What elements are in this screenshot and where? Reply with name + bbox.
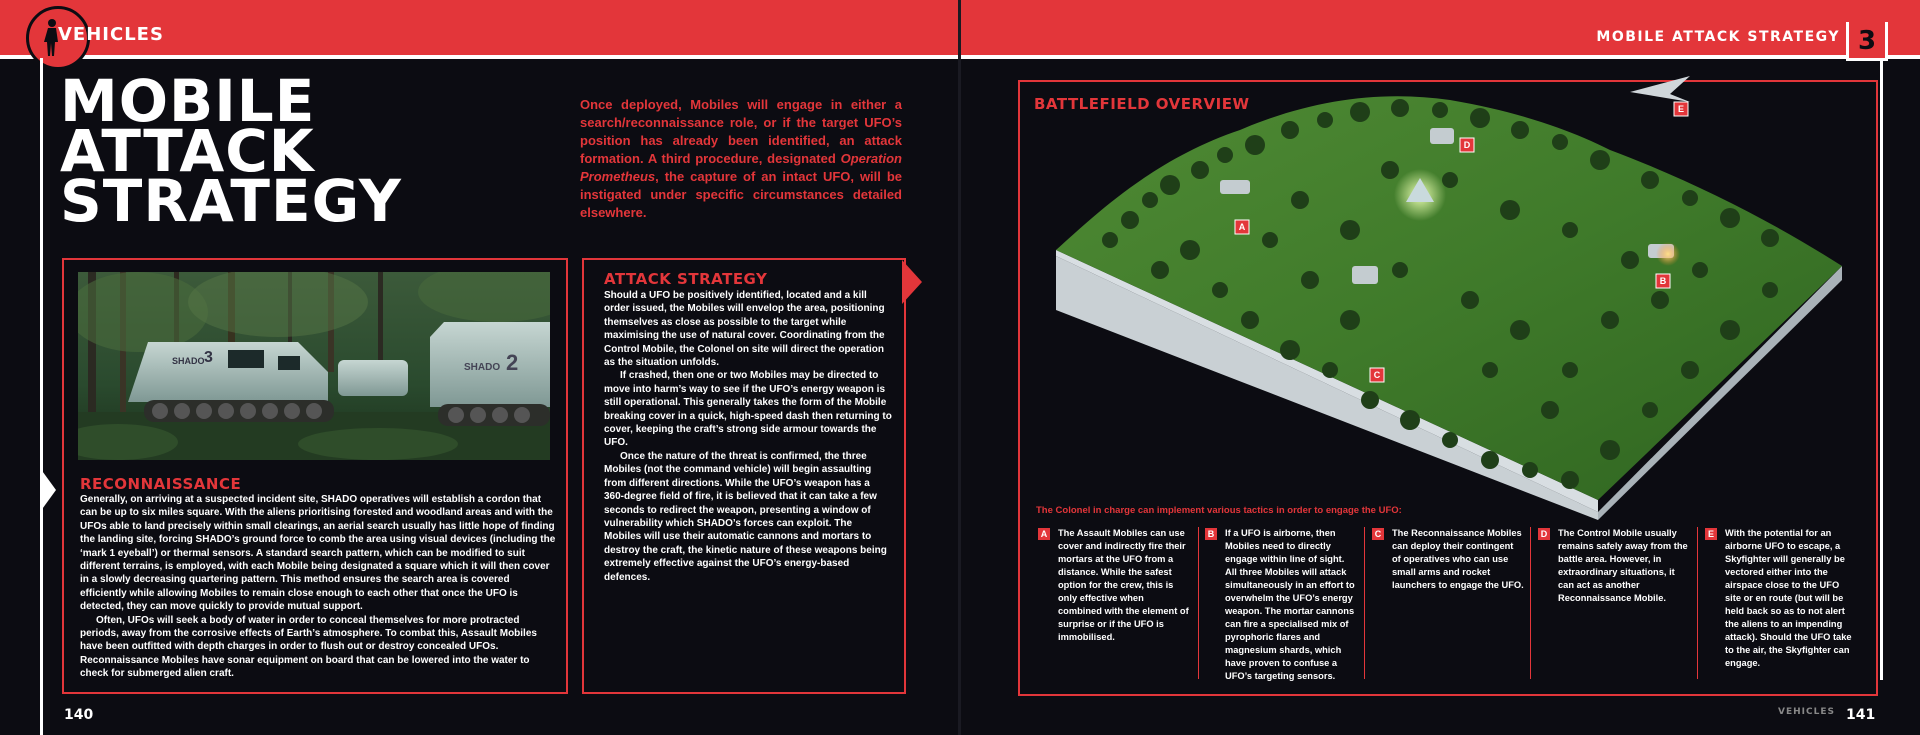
column-divider	[1530, 527, 1531, 679]
marker-a-label: A	[1238, 222, 1246, 232]
photo-label-shado-3: SHADO	[172, 356, 205, 366]
title-line-1: MOBILE	[60, 67, 316, 135]
column-divider	[1364, 527, 1365, 679]
reconnaissance-paragraph-1: Generally, on arriving at a suspected incident site, SHADO operatives will establish a cordon that can be up to six miles square. With the aliens prioritising forested and woodland areas and with the UFOs able to land precisely within small clearings, an aerial search usually has little hope of finding the landing site, forcing SHADO’s ground force to comb the area using visual devices (including the ‘mark 1 eyeball’) or thermal sensors. A standard search pattern, which can be modified to suit different terrains, is employed, with each Mobile being designated a square which it will then cover in a slowly decreasing quartering pattern. This method ensures the search area is covered efficiently while allowing Mobiles to remain close enough to each other that once the UFO is detected, they can move quickly to provide mutual support.	[80, 494, 556, 613]
battlefield-subheading: The Colonel in charge can implement various tactics in order to engage the UFO:	[1036, 505, 1402, 516]
tactic-column-e	[1705, 527, 1857, 670]
left-page-number: 140	[64, 707, 94, 723]
explosion-icon	[1656, 242, 1680, 266]
photo-label-number-3: 3	[204, 349, 213, 366]
footer-section-label: VEHICLES	[1778, 707, 1835, 717]
marker-c-label: C	[1373, 370, 1381, 380]
mobile-d-icon	[1430, 128, 1454, 144]
tactic-badge-e: E	[1705, 528, 1717, 540]
tactic-column-c	[1372, 527, 1524, 592]
tactic-badge-c: C	[1372, 528, 1384, 540]
tactic-text-a: The Assault Mobiles can use cover and indirectly fire their mortars at the UFO from a distance. While the safest option for the crew, this is only effective when combined with the element of surprise or if the UFO is immobilised.	[1058, 528, 1189, 642]
photo-label-shado-2: SHADO	[464, 362, 501, 373]
tactic-badge-d: D	[1538, 528, 1550, 540]
page-title	[60, 67, 402, 235]
left-margin-rule	[40, 58, 43, 735]
left-margin-arrow	[40, 468, 56, 512]
intro-paragraph: Once deployed, Mobiles will engage in either a search/reconnaissance role, or if the target UFO’s position has already been identified, an attack formation. A third procedure, designated Operation Prometheus, the capture of an intact UFO, will be instigated under specific circumstances detailed elsewhere.	[580, 97, 902, 220]
right-page-number: 141	[1846, 707, 1876, 723]
attack-strategy-heading: ATTACK STRATEGY	[604, 270, 768, 288]
reconnaissance-heading: RECONNAISSANCE	[80, 475, 242, 493]
attack-paragraph-1: Should a UFO be positively identified, located and a kill order issued, the Mobiles will envelop the area, positioning themselves as close as possible to the target while maximising the use of natural cover. Coordinating from the Control Mobile, the Colonel on site will direct the operation as the situation unfolds.	[604, 290, 885, 369]
intro-emphasis: Operation Prometheus	[580, 151, 902, 184]
tactic-text-d: The Control Mobile usually remains safely away from the battle area. However, in extraordinary situations, it can act as another Reconnaissance Mobile.	[1558, 528, 1688, 603]
title-line-2: ATTACK	[60, 117, 315, 185]
skyfighter-icon	[1630, 76, 1690, 102]
tactic-text-c: The Reconnaissance Mobiles can deploy their contingent of operatives who can use small arms and rocket launchers to engage the UFO.	[1392, 528, 1524, 590]
tactic-text-b: If a UFO is airborne, then Mobiles need to directly engage within line of sight. All three Mobiles will attack simultaneously in an effort to overwhelm the UFO’s energy weapon. The mortar cannons can fire a specialised mix of pyrophoric flares and magnesium shards, which have proven to confuse a UFO’s targeting sensors.	[1225, 528, 1355, 681]
photo-label-number-2: 2	[506, 350, 519, 375]
mobiles-photo	[78, 272, 550, 460]
attack-paragraph-2: If crashed, then one or two Mobiles may be directed to move into harm’s way to see if the UFO’s energy weapon is still operational. This generally takes the form of the Mobile breaking cover in a quick, high-speed dash then returning to cover, keeping the craft’s strong side armour towards the UFO.	[604, 370, 892, 449]
chapter-number: 3	[1846, 22, 1888, 61]
column-divider	[1198, 527, 1199, 679]
reconnaissance-paragraph-2: Often, UFOs will seek a body of water in order to conceal themselves for more protracted periods, away from the corrosive effects of Earth’s atmosphere. To combat this, Assault Mobiles have been outfitted with depth charges in order to flush out or destroy concealed UFOs. Reconnaissance Mobiles have sonar equipment on board that can be lowered into the water to check for submerged alien craft.	[80, 614, 537, 680]
right-margin-rule	[1880, 58, 1883, 680]
attack-strategy-text	[604, 289, 892, 584]
reconnaissance-text	[80, 493, 558, 681]
section-label: VEHICLES	[58, 24, 164, 45]
attack-paragraph-3: Once the nature of the threat is confirmed, the three Mobiles (not the command vehicle) will begin assaulting from different directions. While the UFO’s weapon has a 360-degree field of fire, it is believed that it can take a few seconds to redirect the weapon, presenting a window of vulnerability which SHADO’s forces can exploit. The Mobiles will use their automatic cannons and mortars to destroy the craft, the kinetic nature of these weapons being extremely effective against the UFO’s energy-based defences.	[604, 450, 887, 583]
attack-box-arrow	[902, 260, 922, 304]
title-line-3: STRATEGY	[60, 167, 402, 235]
marker-d-label: D	[1463, 140, 1471, 150]
marker-b-label: B	[1659, 276, 1667, 286]
tactic-badge-a: A	[1038, 528, 1050, 540]
marker-e-label: E	[1677, 104, 1685, 114]
column-divider	[1697, 527, 1698, 679]
tactic-column-d	[1538, 527, 1690, 605]
tactic-column-a	[1038, 527, 1190, 644]
battlefield-heading: BATTLEFIELD OVERVIEW	[1034, 95, 1250, 113]
mobile-c-icon	[1352, 266, 1378, 284]
book-spine	[958, 0, 961, 735]
running-title: MOBILE ATTACK STRATEGY	[1596, 29, 1840, 45]
mobile-a-icon	[1220, 180, 1250, 194]
tactic-text-e: With the potential for an airborne UFO to escape, a Skyfighter will generally be vectored either into the airspace close to the UFO site or en route (but will be held back so as to not alert the aliens to an impending attack). Should the UFO take to the air, the Skyfighter can engage.	[1725, 528, 1852, 668]
tactic-column-b	[1205, 527, 1357, 683]
tactic-badge-b: B	[1205, 528, 1217, 540]
battlefield-diagram	[1050, 70, 1850, 520]
